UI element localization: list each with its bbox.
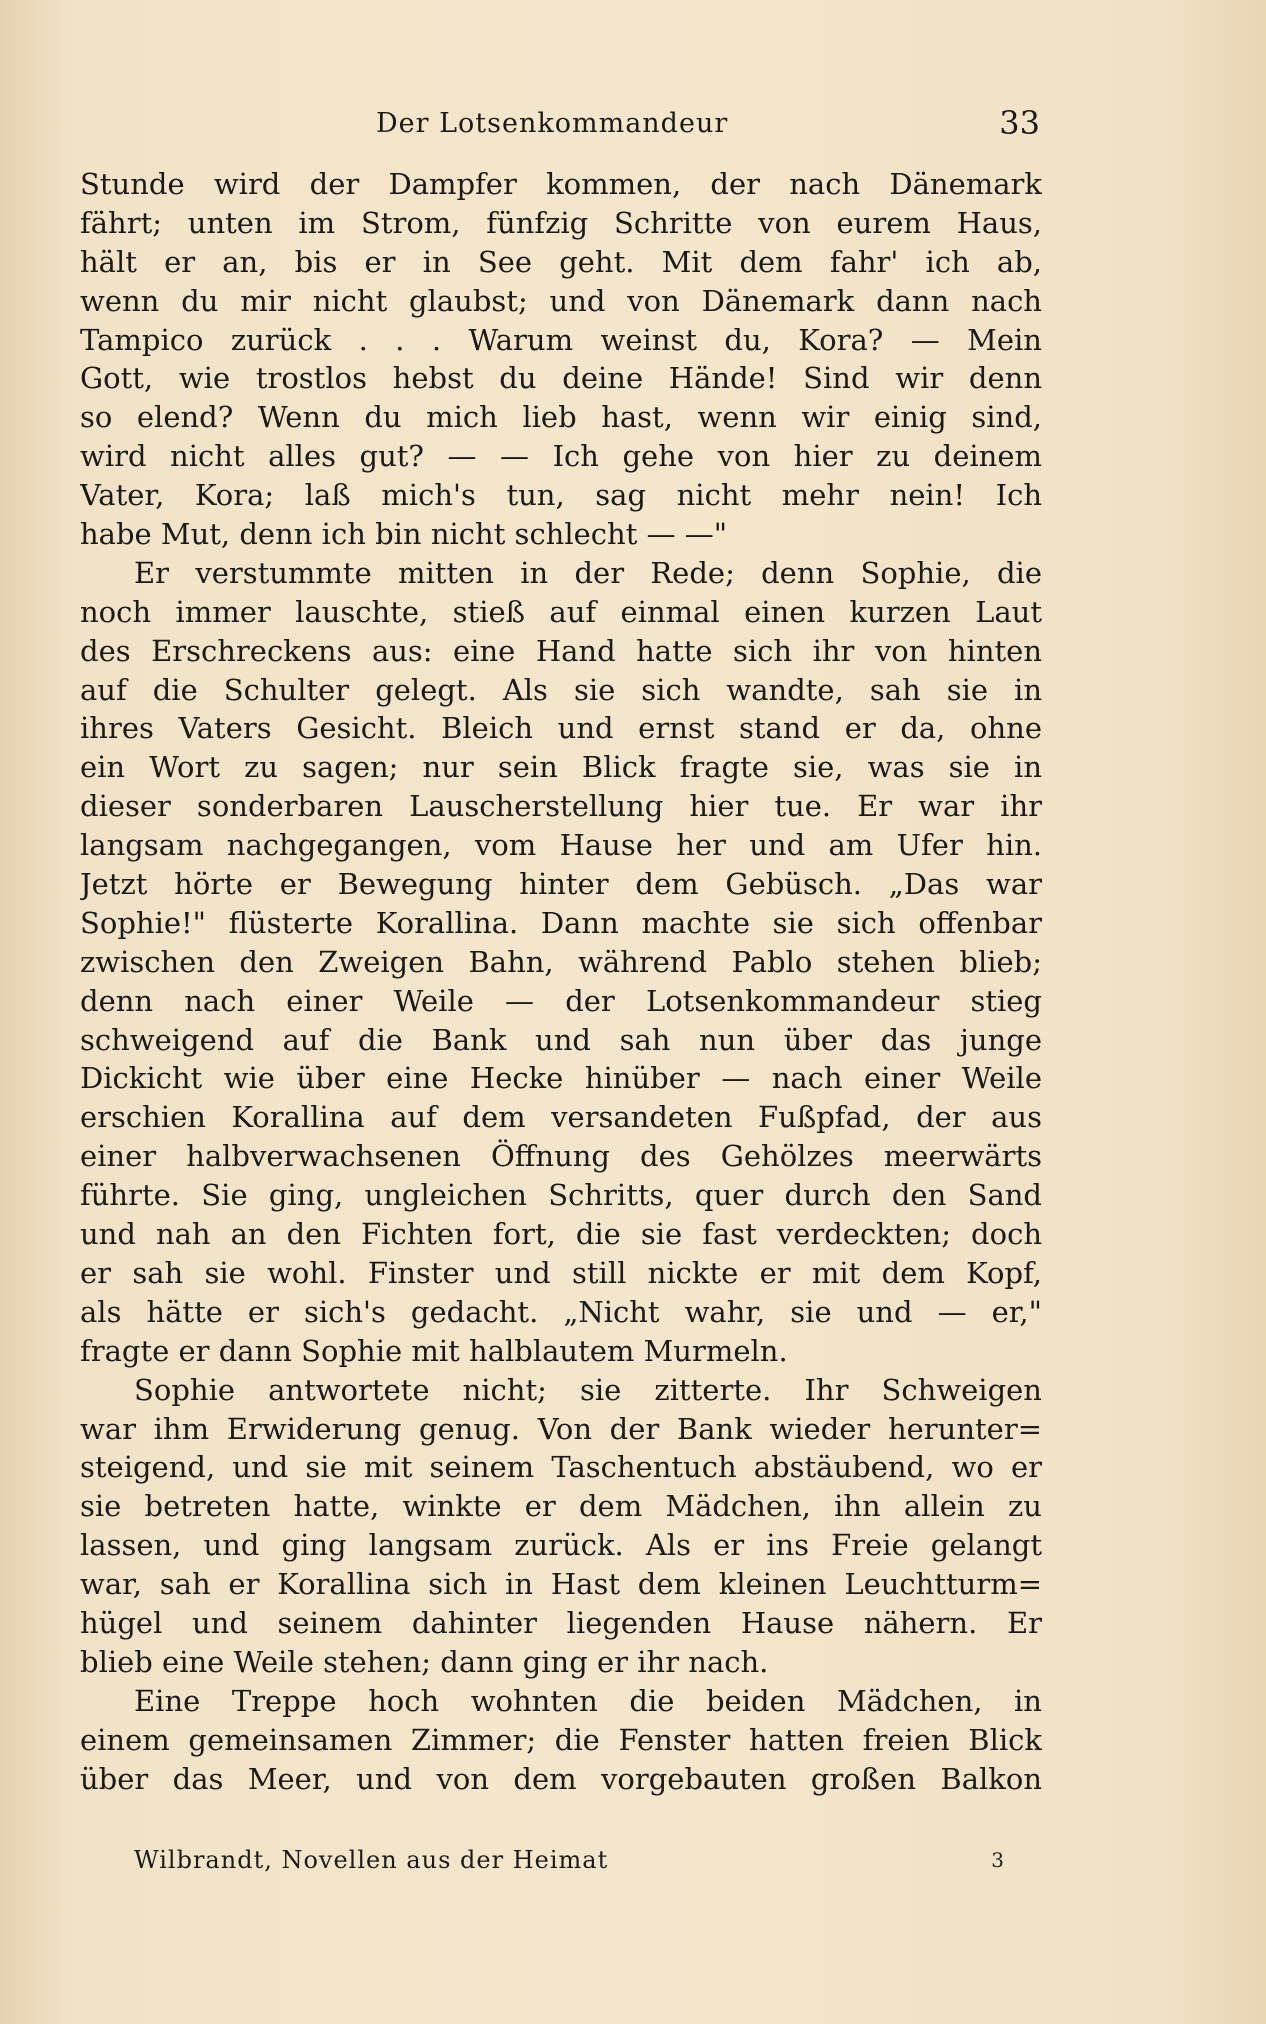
printer-signature: Wilbrandt, Novellen aus der Heimat bbox=[134, 1846, 609, 1874]
body-text bbox=[80, 165, 1042, 1798]
text-line: hält er an, bis er in See geht. Mit dem fahr' ich ab, bbox=[80, 244, 1042, 279]
text-line: lassen, und ging langsam zurück. Als er ins Freie gelangt bbox=[80, 1528, 1042, 1563]
text-line: Sophie antwortete nicht; sie zitterte. Ihr Schweigen bbox=[134, 1372, 1042, 1407]
page-header bbox=[80, 104, 1040, 144]
text-line: Eine Treppe hoch wohnten die beiden Mädchen, in bbox=[134, 1683, 1042, 1718]
text-line: hügel und seinem dahinter liegenden Hause nähern. Er bbox=[80, 1605, 1042, 1640]
text-line: wenn du mir nicht glaubst; und von Dänemark dann nach bbox=[80, 283, 1042, 318]
text-line: einem gemeinsamen Zimmer; die Fenster hatten freien Blick bbox=[80, 1722, 1042, 1757]
text-line: Tampico zurück . . . Warum weinst du, Kora? — Mein bbox=[80, 322, 1042, 357]
text-line: und nah an den Fichten fort, die sie fast verdeckten; doch bbox=[80, 1217, 1042, 1252]
text-line: war ihm Erwiderung genug. Von der Bank wieder herunter= bbox=[80, 1411, 1042, 1446]
text-line: war, sah er Korallina sich in Hast dem kleinen Leuchtturm= bbox=[80, 1567, 1042, 1602]
text-line: fragte er dann Sophie mit halblautem Murmeln. bbox=[80, 1333, 788, 1368]
text-line: einer halbverwachsenen Öffnung des Gehölzes meerwärts bbox=[80, 1139, 1042, 1174]
text-line: erschien Korallina auf dem versandeten Fußpfad, der aus bbox=[80, 1100, 1042, 1135]
text-line: sie betreten hatte, winkte er dem Mädchen, ihn allein zu bbox=[80, 1489, 1042, 1524]
text-line: langsam nachgegangen, vom Hause her und am Ufer hin. bbox=[80, 828, 1042, 863]
running-title: Der Lotsenkommandeur bbox=[376, 108, 729, 139]
page-number: 33 bbox=[999, 104, 1040, 142]
text-line: denn nach einer Weile — der Lotsenkommandeur stieg bbox=[80, 983, 1042, 1018]
text-line: steigend, und sie mit seinem Taschentuch abstäubend, wo er bbox=[80, 1450, 1042, 1485]
text-line: er sah sie wohl. Finster und still nickte er mit dem Kopf, bbox=[80, 1255, 1042, 1290]
text-line: schweigend auf die Bank und sah nun über das junge bbox=[80, 1022, 1042, 1057]
text-line: auf die Schulter gelegt. Als sie sich wandte, sah sie in bbox=[80, 672, 1042, 707]
text-line: als hätte er sich's gedacht. „Nicht wahr, sie und — er," bbox=[80, 1294, 1042, 1329]
text-line: so elend? Wenn du mich lieb hast, wenn wir einig sind, bbox=[80, 400, 1042, 435]
text-line: ihres Vaters Gesicht. Bleich und ernst stand er da, ohne bbox=[80, 711, 1042, 746]
sheet-number: 3 bbox=[991, 1848, 1004, 1872]
text-line: führte. Sie ging, ungleichen Schritts, quer durch den Sand bbox=[80, 1178, 1042, 1213]
text-line: ein Wort zu sagen; nur sein Blick fragte sie, was sie in bbox=[80, 750, 1042, 785]
text-line: blieb eine Weile stehen; dann ging er ihr nach. bbox=[80, 1644, 769, 1679]
text-line: habe Mut, denn ich bin nicht schlecht — —" bbox=[80, 517, 728, 552]
text-line: Jetzt hörte er Bewegung hinter dem Gebüsch. „Das war bbox=[80, 867, 1042, 902]
text-line: Vater, Kora; laß mich's tun, sag nicht mehr nein! Ich bbox=[80, 478, 1042, 513]
text-line: zwischen den Zweigen Bahn, während Pablo stehen blieb; bbox=[80, 944, 1042, 979]
text-line: dieser sonderbaren Lauscherstellung hier tue. Er war ihr bbox=[80, 789, 1042, 824]
text-line: noch immer lauschte, stieß auf einmal einen kurzen Laut bbox=[80, 594, 1042, 629]
text-line: Dickicht wie über eine Hecke hinüber — nach einer Weile bbox=[80, 1061, 1042, 1096]
text-line: Stunde wird der Dampfer kommen, der nach Dänemark bbox=[80, 167, 1042, 201]
page-footer bbox=[134, 1846, 1004, 1880]
text-line: über das Meer, und von dem vorgebauten großen Balkon bbox=[80, 1761, 1042, 1796]
text-line: des Erschreckens aus: eine Hand hatte sich ihr von hinten bbox=[80, 633, 1042, 668]
text-line: Sophie!" flüsterte Korallina. Dann machte sie sich offenbar bbox=[80, 905, 1042, 940]
text-line: Er verstummte mitten in der Rede; denn Sophie, die bbox=[134, 555, 1042, 590]
text-line: fährt; unten im Strom, fünfzig Schritte von eurem Haus, bbox=[80, 205, 1042, 240]
text-line: wird nicht alles gut? — — Ich gehe von hier zu deinem bbox=[80, 439, 1042, 474]
text-line: Gott, wie trostlos hebst du deine Hände! Sind wir denn bbox=[80, 361, 1042, 396]
